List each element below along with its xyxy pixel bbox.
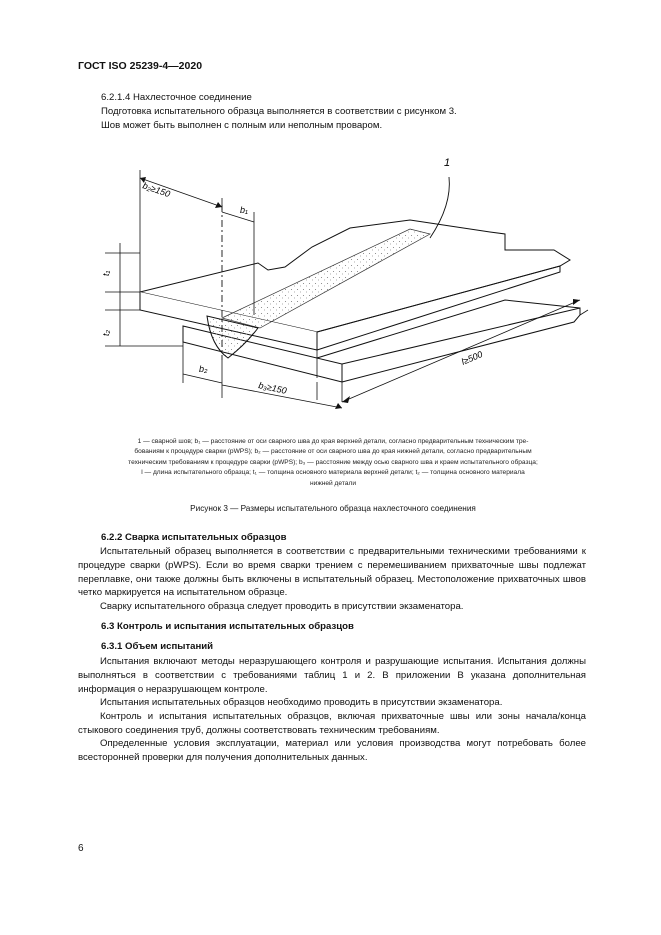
section-6-3-1-title: 6.3.1 Объем испытаний — [101, 641, 214, 652]
figure-legend — [78, 437, 588, 489]
label-item-1: 1 — [444, 157, 451, 169]
section-6-2-1-4-title: 6.2.1.4 Нахлесточное соединение — [101, 92, 252, 103]
label-b2-bottom: b₂ — [199, 364, 208, 374]
label-b2-min-top: b₂≥150 — [141, 180, 172, 200]
section-6-2-2-para1: Испытательный образец выполняется в соответствии с предварительными техническими требованиями к процедуре сварки (pWPS). Если во время сварки трением с перемешиванием прихваточные швы подлежат переплавке, они также должны быть включены в испытательный образец. Местоположение прихваточных швов четко маркируется на испытательном образце. — [78, 546, 586, 599]
section-6-2-1-4-line1: Подготовка испытательного образца выполняется в соответствии с рисунком 3. — [101, 106, 457, 117]
lap-joint-drawing — [80, 150, 600, 420]
label-b1: b₁ — [240, 205, 248, 215]
legend-line-1: 1 — сварной шов; b₁ — расстояние от оси сварного шва до края верхней детали, согласно предварительным техническим тре- — [137, 438, 529, 445]
section-6-3-title: 6.3 Контроль и испытания испытательных образцов — [101, 621, 354, 632]
document-header: ГОСТ ISO 25239-4—2020 — [78, 60, 203, 72]
section-6-2-2-title: 6.2.2 Сварка испытательных образцов — [101, 532, 287, 543]
section-6-2-2-para2: Сварку испытательного образца следует проводить в присутствии экзаменатора. — [100, 601, 464, 612]
legend-line-5: нижней детали — [310, 479, 356, 487]
label-t2: t₂ — [101, 330, 111, 336]
section-6-3-1-para3: Контроль и испытания испытательных образцов, включая прихваточные швы или зоны начала/конца стыкового соединения труб, должны соответствовать техническим требованиям. — [78, 711, 586, 736]
legend-line-2: бованиям к процедуре сварки (pWPS); b₂ — расстояние от оси сварного шва до края нижней детали, согласно предварительным — [134, 448, 532, 456]
section-6-3-1-para1: Испытания включают методы неразрушающего контроля и разрушающие испытания. Испытания должны выполняться в соответствии с требованиями таблиц 1 и 2. В приложении В указана дополнительная информация о неразрушающем контроле. — [78, 656, 586, 695]
section-6-3-1-para4: Определенные условия эксплуатации, материал или условия производства могут потребовать более всесторонней проверки для получения дополнительных данных. — [78, 738, 586, 763]
section-6-2-1-4-line2: Шов может быть выполнен с полным или неполным проваром. — [101, 120, 383, 131]
label-l-min: l≥500 — [459, 349, 485, 367]
page-number: 6 — [78, 843, 84, 854]
legend-line-3: техническим требованиям к процедуре сварки (pWPS); b₃ — расстояние между осью сварного шва и краем испытательного образца; — [128, 458, 538, 466]
legend-line-4: l — длина испытательного образца; t₁ — толщина основного материала верхней детали; t₂ — толщина основного материала — [141, 469, 525, 477]
section-6-3-1-para2: Испытания испытательных образцов необходимо проводить в присутствии экзаменатора. — [100, 697, 503, 708]
figure-caption: Рисунок 3 — Размеры испытательного образца нахлесточного соединения — [190, 504, 476, 513]
label-t1: t₁ — [101, 270, 111, 276]
label-b3-min: b₃≥150 — [257, 380, 288, 396]
